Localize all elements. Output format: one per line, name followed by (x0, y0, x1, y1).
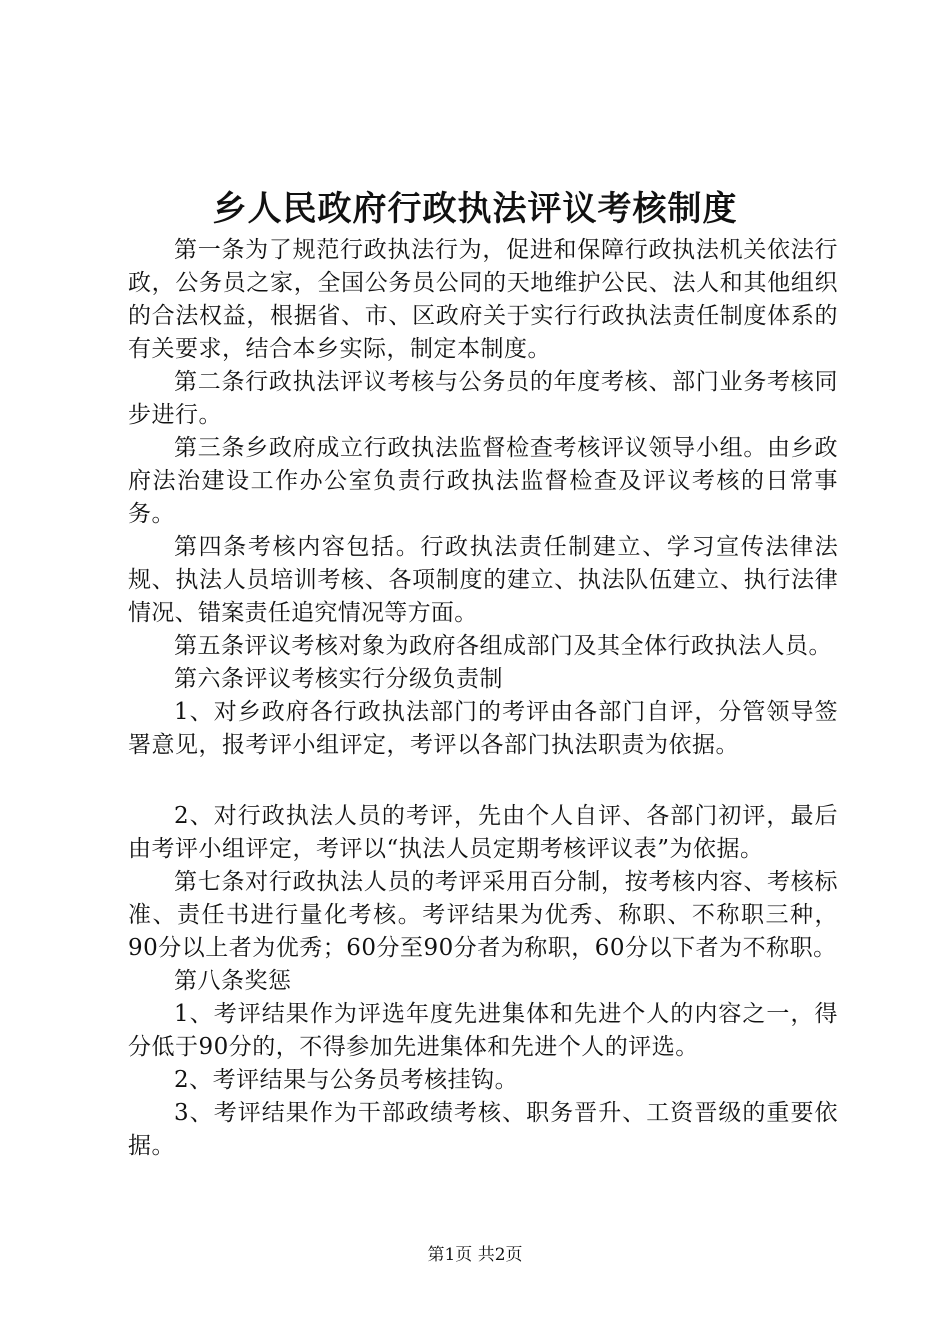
blank-line (128, 762, 838, 800)
article-5-paragraph: 第五条评议考核对象为政府各组成部门及其全体行政执法人员。 (174, 633, 832, 659)
article-6-heading: 第六条评议考核实行分级负责制 (174, 666, 503, 692)
page-footer: 第1页 共2页 (427, 1245, 523, 1265)
article-8-item-1: 1、考评结果作为评选年度先进集体和先进个人的内容之一，得分低于90分的，不得参加先进集体和先进个人的评选。 (128, 1001, 838, 1060)
article-4-paragraph: 第四条考核内容包括。行政执法责任制建立、学习宣传法律法规、执法人员培训考核、各项制度的建立、执法队伍建立、执行法律情况、错案责任追究情况等方面。 (128, 534, 838, 626)
article-6-item-2: 2、对行政执法人员的考评，先由个人自评、各部门初评，最后由考评小组评定，考评以“执法人员定期考核评议表”为依据。 (128, 803, 838, 862)
document-title: 乡人民政府行政执法评议考核制度 (212, 189, 738, 229)
article-8-item-2: 2、考评结果与公务员考核挂钩。 (174, 1067, 519, 1093)
article-3-paragraph: 第三条乡政府成立行政执法监督检查考核评议领导小组。由乡政府法治建设工作办公室负责行政执法监督检查及评议考核的日常事务。 (128, 435, 838, 527)
article-1-paragraph: 第一条为了规范行政执法行为，促进和保障行政执法机关依法行政，公务员之家，全国公务员公同的天地维护公民、法人和其他组织的合法权益，根据省、市、区政府关于实行行政执法责任制度体系的有关要求，结合本乡实际，制定本制度。 (128, 237, 838, 362)
article-6-item-1: 1、对乡政府各行政执法部门的考评由各部门自评，分管领导签署意见，报考评小组评定，考评以各部门执法职责为依据。 (128, 699, 838, 758)
document-body (128, 234, 838, 1163)
article-2-paragraph: 第二条行政执法评议考核与公务员的年度考核、部门业务考核同步进行。 (128, 369, 838, 428)
article-7-paragraph: 第七条对行政执法人员的考评采用百分制，按考核内容、考核标准、责任书进行量化考核。考评结果为优秀、称职、不称职三种，90分以上者为优秀；60分至90分者为称职，60分以下者为不称职。 (128, 869, 838, 961)
article-8-item-3: 3、考评结果作为干部政绩考核、职务晋升、工资晋级的重要依据。 (128, 1100, 838, 1159)
article-8-heading: 第八条奖惩 (174, 968, 292, 994)
